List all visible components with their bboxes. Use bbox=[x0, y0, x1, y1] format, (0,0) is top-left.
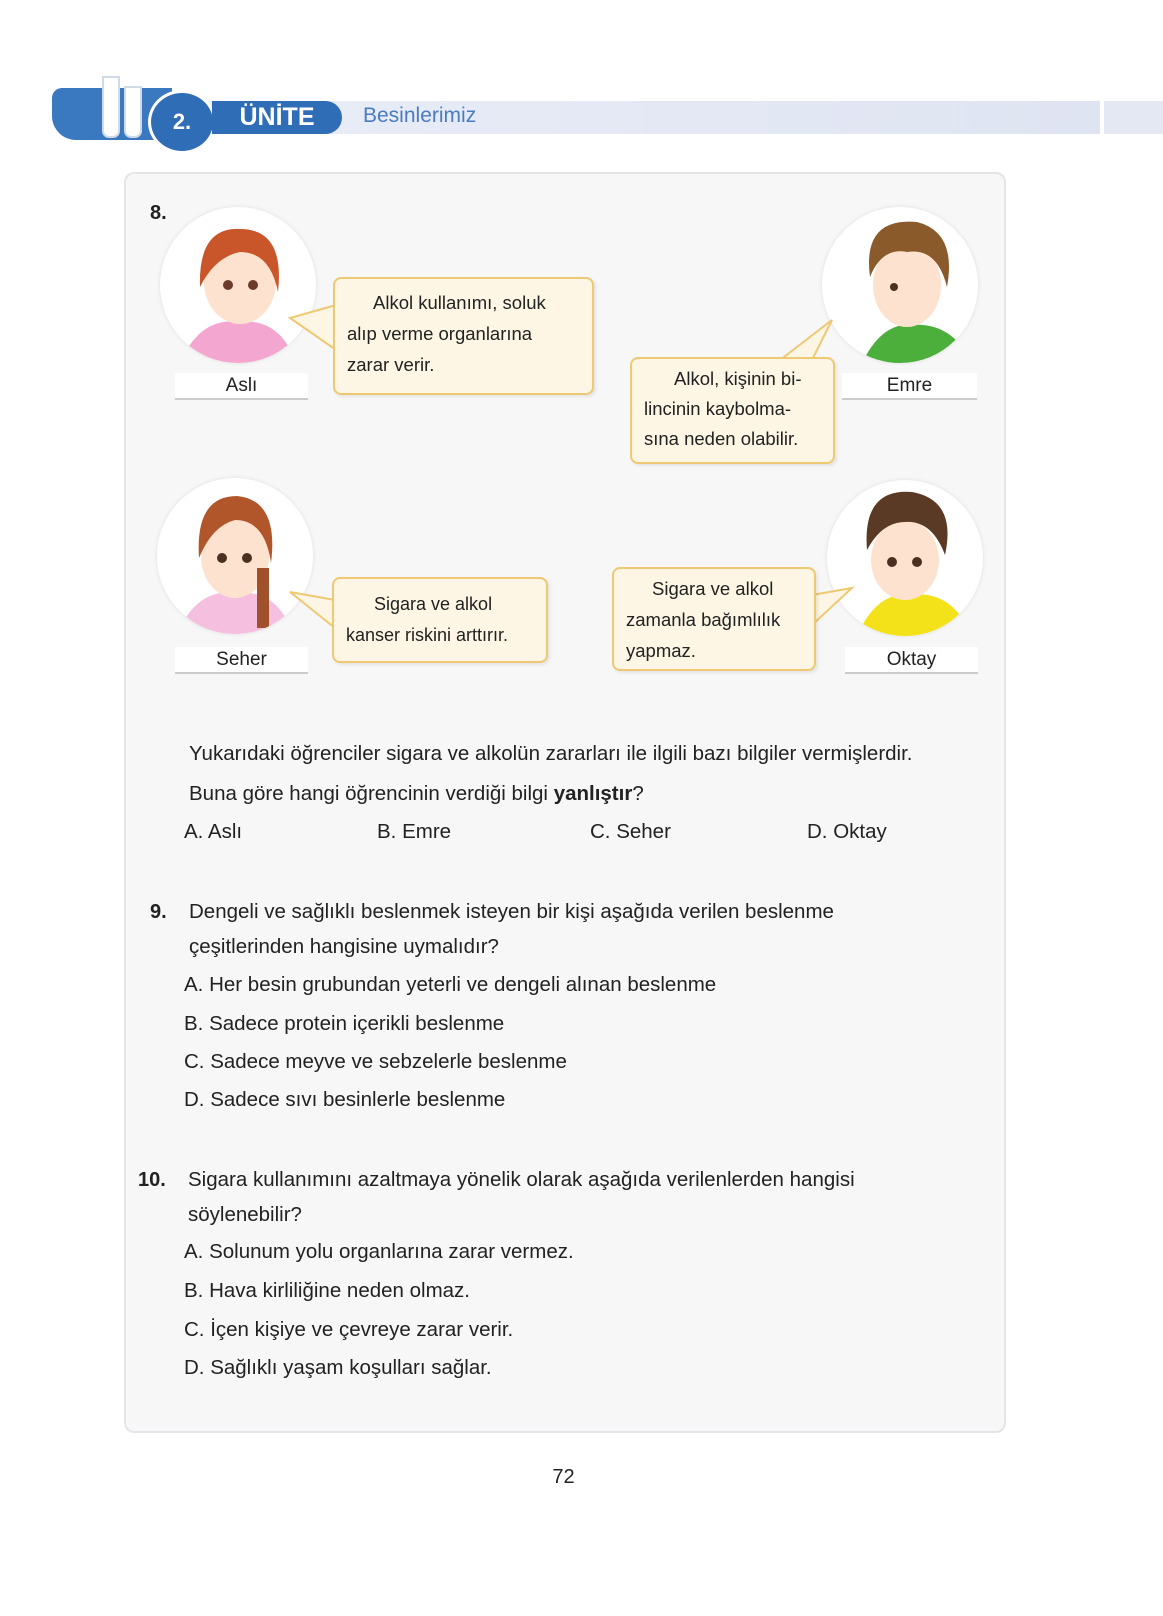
prompt-text: Buna göre hangi öğrencinin verdiği bilgi bbox=[189, 782, 554, 805]
q9-option-b[interactable]: B. Sadece protein içerikli beslenme bbox=[184, 1012, 505, 1035]
speech-line: alıp verme organlarına bbox=[347, 323, 533, 344]
q10-option-a[interactable]: A. Solunum yolu organlarına zarar vermez. bbox=[184, 1240, 574, 1263]
speech-line: Alkol, kişinin bi- bbox=[674, 368, 802, 389]
question-10-stem: Sigara kullanımını azaltmaya yönelik olarak aşağıda verilenlerden hangisi bbox=[188, 1168, 855, 1191]
speech-line: yapmaz. bbox=[626, 640, 696, 661]
emre-name: Emre bbox=[842, 373, 977, 400]
q8-option-a[interactable]: A. Aslı bbox=[184, 820, 243, 843]
seher-speech-bubble bbox=[332, 577, 548, 663]
speech-line: Sigara ve alkol bbox=[652, 578, 774, 599]
emre-speech-bubble bbox=[630, 357, 835, 464]
speech-line: Sigara ve alkol bbox=[374, 594, 493, 614]
question-8-stem: Yukarıdaki öğrenciler sigara ve alkolün zararları ile ilgili bazı bilgiler vermişlerdir. bbox=[189, 742, 913, 765]
oktay-name: Oktay bbox=[845, 647, 978, 674]
q9-option-a[interactable]: A. Her besin grubundan yeterli ve dengeli alınan beslenme bbox=[184, 973, 717, 996]
question-10-stem-2: söylenebilir? bbox=[188, 1203, 302, 1226]
question-8-prompt bbox=[189, 782, 993, 806]
page-number: 72 bbox=[552, 1466, 575, 1488]
asli-speech-bubble bbox=[333, 277, 594, 395]
oktay-speech-bubble bbox=[612, 567, 816, 671]
asli-name: Aslı bbox=[175, 373, 308, 400]
speech-line: lincinin kaybolma- bbox=[644, 398, 792, 419]
q10-option-b[interactable]: B. Hava kirliliğine neden olmaz. bbox=[184, 1279, 470, 1302]
question-9-number: 9. bbox=[150, 901, 167, 923]
question-8-number: 8. bbox=[150, 202, 167, 224]
unit-number: 2. bbox=[148, 90, 216, 154]
q10-option-c[interactable]: C. İçen kişiye ve çevreye zarar verir. bbox=[184, 1318, 514, 1341]
speech-line: zarar verir. bbox=[347, 354, 435, 375]
prompt-end: ? bbox=[632, 782, 644, 805]
q8-option-c[interactable]: C. Seher bbox=[590, 820, 671, 843]
q9-option-d[interactable]: D. Sadece sıvı besinlerle beslenme bbox=[184, 1088, 506, 1111]
unit-subject: Besinlerimiz bbox=[363, 104, 477, 127]
speech-line: kanser riskini arttırır. bbox=[346, 625, 509, 645]
speech-line: Alkol kullanımı, soluk bbox=[373, 292, 546, 313]
question-9-stem-2: çeşitlerinden hangisine uymalıdır? bbox=[189, 935, 499, 958]
speech-line: sına neden olabilir. bbox=[644, 428, 799, 449]
seher-name: Seher bbox=[175, 647, 308, 674]
speech-line: zamanla bağımlılık bbox=[626, 609, 781, 630]
unit-label: ÜNİTE bbox=[212, 101, 342, 134]
q10-option-d[interactable]: D. Sağlıklı yaşam koşulları sağlar. bbox=[184, 1356, 492, 1379]
question-9-stem: Dengeli ve sağlıklı beslenmek isteyen bir kişi aşağıda verilen beslenme bbox=[189, 900, 834, 923]
prompt-emphasis: yanlıştır bbox=[553, 782, 633, 805]
question-10-number: 10. bbox=[138, 1169, 166, 1191]
q8-option-b[interactable]: B. Emre bbox=[377, 820, 452, 843]
q9-option-c[interactable]: C. Sadece meyve ve sebzelerle beslenme bbox=[184, 1050, 567, 1073]
q8-option-d[interactable]: D. Oktay bbox=[807, 820, 887, 843]
